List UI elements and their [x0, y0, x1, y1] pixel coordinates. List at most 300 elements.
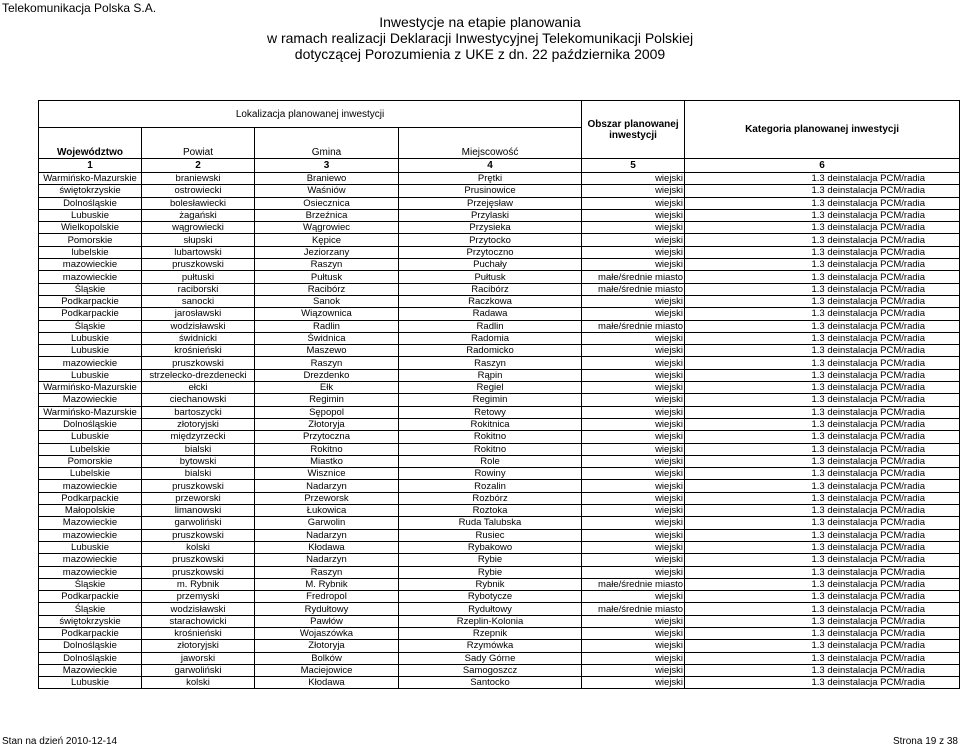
cell-powiat: bartoszycki [142, 406, 255, 418]
cell-miejscowosc: Przytoczno [399, 246, 582, 258]
table-row [39, 357, 960, 369]
cell-wojewodztwo: mazowieckie [39, 271, 142, 283]
cell-kategoria: 1.3 deinstalacja PCM/radia [685, 271, 960, 283]
cell-miejscowosc: Radomia [399, 332, 582, 344]
cell-miejscowosc: Przejęsław [399, 197, 582, 209]
table-row [39, 443, 960, 455]
cell-powiat: starachowicki [142, 615, 255, 627]
page-title [0, 14, 960, 62]
cell-obszar: wiejski [582, 627, 685, 639]
cell-wojewodztwo: Lubuskie [39, 541, 142, 553]
cell-powiat: przemyski [142, 591, 255, 603]
table-row [39, 627, 960, 639]
cell-obszar: wiejski [582, 394, 685, 406]
cell-miejscowosc: Rokitno [399, 431, 582, 443]
cell-obszar: wiejski [582, 382, 685, 394]
cell-kategoria: 1.3 deinstalacja PCM/radia [685, 443, 960, 455]
cell-obszar: wiejski [582, 664, 685, 676]
cell-gmina: Radlin [255, 320, 399, 332]
cell-miejscowosc: Rusiec [399, 529, 582, 541]
cell-obszar: wiejski [582, 652, 685, 664]
cell-powiat: pruszkowski [142, 554, 255, 566]
cell-gmina: Nadarzyn [255, 554, 399, 566]
cell-wojewodztwo: Warmińsko-Mazurskie [39, 382, 142, 394]
cell-wojewodztwo: Lubuskie [39, 369, 142, 381]
cell-gmina: Złotoryja [255, 418, 399, 430]
column-number: 1 [39, 159, 142, 173]
cell-wojewodztwo: świętokrzyskie [39, 185, 142, 197]
cell-obszar: wiejski [582, 443, 685, 455]
cell-miejscowosc: Prusinowice [399, 185, 582, 197]
cell-wojewodztwo: Warmińsko-Mazurskie [39, 406, 142, 418]
cell-miejscowosc: Puchały [399, 259, 582, 271]
table-row [39, 566, 960, 578]
cell-kategoria: 1.3 deinstalacja PCM/radia [685, 492, 960, 504]
cell-powiat: żagański [142, 209, 255, 221]
cell-wojewodztwo: lubelskie [39, 246, 142, 258]
cell-wojewodztwo: Dolnośląskie [39, 640, 142, 652]
header-kategoria: Kategoria planowanej inwestycji [685, 101, 960, 159]
cell-wojewodztwo: Śląskie [39, 320, 142, 332]
cell-kategoria: 1.3 deinstalacja PCM/radia [685, 173, 960, 185]
cell-wojewodztwo: Śląskie [39, 283, 142, 295]
cell-gmina: Wisznice [255, 468, 399, 480]
cell-wojewodztwo: mazowieckie [39, 554, 142, 566]
cell-kategoria: 1.3 deinstalacja PCM/radia [685, 197, 960, 209]
cell-powiat: kolski [142, 541, 255, 553]
cell-kategoria: 1.3 deinstalacja PCM/radia [685, 455, 960, 467]
cell-wojewodztwo: mazowieckie [39, 357, 142, 369]
cell-miejscowosc: Sady Górne [399, 652, 582, 664]
cell-obszar: wiejski [582, 492, 685, 504]
cell-obszar: małe/średnie miasto [582, 578, 685, 590]
cell-miejscowosc: Rozalin [399, 480, 582, 492]
cell-powiat: wodzisławski [142, 603, 255, 615]
table-row [39, 382, 960, 394]
cell-miejscowosc: Raszyn [399, 357, 582, 369]
cell-obszar: wiejski [582, 234, 685, 246]
table-row [39, 246, 960, 258]
cell-wojewodztwo: mazowieckie [39, 566, 142, 578]
header-obszar: Obszar planowanej inwestycji [582, 101, 685, 159]
cell-powiat: garwoliński [142, 517, 255, 529]
cell-obszar: wiejski [582, 468, 685, 480]
cell-wojewodztwo: świętokrzyskie [39, 615, 142, 627]
title-line-3: dotyczącej Porozumienia z UKE z dn. 22 października 2009 [294, 46, 666, 62]
cell-miejscowosc: Przytocko [399, 234, 582, 246]
cell-obszar: wiejski [582, 345, 685, 357]
table-body [39, 173, 960, 689]
cell-kategoria: 1.3 deinstalacja PCM/radia [685, 320, 960, 332]
cell-miejscowosc: Rzepnik [399, 627, 582, 639]
cell-wojewodztwo: Mazowieckie [39, 517, 142, 529]
cell-miejscowosc: Rzeplin-Kolonia [399, 615, 582, 627]
cell-powiat: pruszkowski [142, 566, 255, 578]
cell-obszar: wiejski [582, 431, 685, 443]
cell-obszar: wiejski [582, 197, 685, 209]
cell-gmina: Waśniów [255, 185, 399, 197]
cell-obszar: wiejski [582, 259, 685, 271]
cell-kategoria: 1.3 deinstalacja PCM/radia [685, 308, 960, 320]
cell-gmina: Wągrowiec [255, 222, 399, 234]
cell-powiat: wągrowiecki [142, 222, 255, 234]
cell-miejscowosc: Rokitnica [399, 418, 582, 430]
cell-miejscowosc: Radawa [399, 308, 582, 320]
cell-powiat: ełcki [142, 382, 255, 394]
cell-miejscowosc: Rowiny [399, 468, 582, 480]
cell-miejscowosc: Racibórz [399, 283, 582, 295]
cell-wojewodztwo: Dolnośląskie [39, 197, 142, 209]
cell-wojewodztwo: Lubuskie [39, 345, 142, 357]
cell-powiat: limanowski [142, 505, 255, 517]
cell-gmina: Jeziorzany [255, 246, 399, 258]
cell-wojewodztwo: Dolnośląskie [39, 418, 142, 430]
header-wojewodztwo: Województwo [39, 128, 142, 159]
cell-obszar: wiejski [582, 222, 685, 234]
cell-kategoria: 1.3 deinstalacja PCM/radia [685, 517, 960, 529]
cell-kategoria: 1.3 deinstalacja PCM/radia [685, 554, 960, 566]
table-row [39, 345, 960, 357]
table-row [39, 664, 960, 676]
cell-wojewodztwo: Lubuskie [39, 677, 142, 689]
cell-kategoria: 1.3 deinstalacja PCM/radia [685, 640, 960, 652]
cell-miejscowosc: Radlin [399, 320, 582, 332]
cell-obszar: wiejski [582, 505, 685, 517]
cell-miejscowosc: Przysieka [399, 222, 582, 234]
cell-kategoria: 1.3 deinstalacja PCM/radia [685, 578, 960, 590]
cell-gmina: Przytoczna [255, 431, 399, 443]
cell-miejscowosc: Retowy [399, 406, 582, 418]
cell-gmina: Braniewo [255, 173, 399, 185]
cell-powiat: wodzisławski [142, 320, 255, 332]
cell-powiat: sanocki [142, 295, 255, 307]
cell-kategoria: 1.3 deinstalacja PCM/radia [685, 591, 960, 603]
cell-miejscowosc: Rybotycze [399, 591, 582, 603]
table-row [39, 332, 960, 344]
cell-gmina: Osiecznica [255, 197, 399, 209]
table-row [39, 394, 960, 406]
table-row [39, 271, 960, 283]
table-row [39, 480, 960, 492]
cell-gmina: Kłodawa [255, 541, 399, 553]
cell-gmina: Bolków [255, 652, 399, 664]
cell-kategoria: 1.3 deinstalacja PCM/radia [685, 209, 960, 221]
cell-obszar: małe/średnie miasto [582, 320, 685, 332]
cell-obszar: wiejski [582, 615, 685, 627]
cell-wojewodztwo: Podkarpackie [39, 492, 142, 504]
cell-powiat: krośnieński [142, 345, 255, 357]
cell-kategoria: 1.3 deinstalacja PCM/radia [685, 406, 960, 418]
cell-obszar: wiejski [582, 554, 685, 566]
footer-date: Stan na dzień 2010-12-14 [2, 736, 118, 747]
cell-gmina: Maciejowice [255, 664, 399, 676]
cell-kategoria: 1.3 deinstalacja PCM/radia [685, 652, 960, 664]
cell-miejscowosc: Rybie [399, 566, 582, 578]
cell-kategoria: 1.3 deinstalacja PCM/radia [685, 505, 960, 517]
cell-wojewodztwo: mazowieckie [39, 259, 142, 271]
cell-powiat: m. Rybnik [142, 578, 255, 590]
table-row [39, 295, 960, 307]
cell-gmina: Kłodawa [255, 677, 399, 689]
cell-miejscowosc: Radomicko [399, 345, 582, 357]
cell-gmina: Wiązownica [255, 308, 399, 320]
cell-wojewodztwo: Dolnośląskie [39, 652, 142, 664]
cell-powiat: międzyrzecki [142, 431, 255, 443]
cell-obszar: wiejski [582, 677, 685, 689]
table-row [39, 406, 960, 418]
cell-powiat: raciborski [142, 283, 255, 295]
cell-gmina: Nadarzyn [255, 480, 399, 492]
table-row [39, 591, 960, 603]
cell-miejscowosc: Santocko [399, 677, 582, 689]
cell-miejscowosc: Rydułtowy [399, 603, 582, 615]
cell-powiat: jarosławski [142, 308, 255, 320]
cell-powiat: bialski [142, 468, 255, 480]
cell-obszar: małe/średnie miasto [582, 603, 685, 615]
cell-miejscowosc: Raczkowa [399, 295, 582, 307]
table-row [39, 259, 960, 271]
cell-gmina: Garwolin [255, 517, 399, 529]
cell-gmina: Fredropol [255, 591, 399, 603]
cell-obszar: wiejski [582, 185, 685, 197]
cell-powiat: pruszkowski [142, 480, 255, 492]
cell-miejscowosc: Regiel [399, 382, 582, 394]
column-number: 2 [142, 159, 255, 173]
cell-kategoria: 1.3 deinstalacja PCM/radia [685, 246, 960, 258]
cell-obszar: wiejski [582, 357, 685, 369]
cell-gmina: Sanok [255, 295, 399, 307]
cell-wojewodztwo: Śląskie [39, 578, 142, 590]
title-line-1: Inwestycje na etapie planowania [379, 14, 581, 30]
cell-kategoria: 1.3 deinstalacja PCM/radia [685, 615, 960, 627]
table-row [39, 517, 960, 529]
cell-powiat: przeworski [142, 492, 255, 504]
table-row [39, 578, 960, 590]
header-miejscowosc: Miejscowość [399, 128, 582, 159]
cell-powiat: pułtuski [142, 271, 255, 283]
cell-gmina: Sępopol [255, 406, 399, 418]
cell-powiat: kolski [142, 677, 255, 689]
cell-wojewodztwo: Mazowieckie [39, 664, 142, 676]
cell-wojewodztwo: Podkarpackie [39, 308, 142, 320]
cell-wojewodztwo: Lubuskie [39, 431, 142, 443]
table-row [39, 554, 960, 566]
cell-powiat: braniewski [142, 173, 255, 185]
table-row [39, 468, 960, 480]
cell-kategoria: 1.3 deinstalacja PCM/radia [685, 566, 960, 578]
cell-kategoria: 1.3 deinstalacja PCM/radia [685, 283, 960, 295]
title-line-2: w ramach realizacji Deklaracji Inwestycyjnej Telekomunikacji Polskiej [266, 30, 694, 46]
table-row [39, 320, 960, 332]
cell-gmina: Raszyn [255, 566, 399, 578]
cell-kategoria: 1.3 deinstalacja PCM/radia [685, 234, 960, 246]
cell-wojewodztwo: mazowieckie [39, 529, 142, 541]
column-number: 3 [255, 159, 399, 173]
table-row [39, 369, 960, 381]
cell-obszar: wiejski [582, 529, 685, 541]
cell-powiat: złotoryjski [142, 418, 255, 430]
cell-kategoria: 1.3 deinstalacja PCM/radia [685, 332, 960, 344]
cell-gmina: Świdnica [255, 332, 399, 344]
cell-gmina: M. Rybnik [255, 578, 399, 590]
cell-gmina: Przeworsk [255, 492, 399, 504]
cell-miejscowosc: Prętki [399, 173, 582, 185]
cell-powiat: złotoryjski [142, 640, 255, 652]
cell-kategoria: 1.3 deinstalacja PCM/radia [685, 185, 960, 197]
table-row [39, 185, 960, 197]
cell-wojewodztwo: Mazowieckie [39, 394, 142, 406]
cell-powiat: ostrowiecki [142, 185, 255, 197]
column-number: 4 [399, 159, 582, 173]
cell-obszar: wiejski [582, 246, 685, 258]
table-row [39, 197, 960, 209]
cell-miejscowosc: Ruda Talubska [399, 517, 582, 529]
cell-miejscowosc: Rybakowo [399, 541, 582, 553]
cell-gmina: Racibórz [255, 283, 399, 295]
header-powiat: Powiat [142, 128, 255, 159]
cell-wojewodztwo: Pomorskie [39, 455, 142, 467]
cell-kategoria: 1.3 deinstalacja PCM/radia [685, 222, 960, 234]
cell-kategoria: 1.3 deinstalacja PCM/radia [685, 382, 960, 394]
cell-powiat: garwoliński [142, 664, 255, 676]
cell-wojewodztwo: Warmińsko-Mazurskie [39, 173, 142, 185]
cell-miejscowosc: Pułtusk [399, 271, 582, 283]
cell-kategoria: 1.3 deinstalacja PCM/radia [685, 468, 960, 480]
cell-gmina: Raszyn [255, 259, 399, 271]
cell-wojewodztwo: Podkarpackie [39, 591, 142, 603]
cell-wojewodztwo: Lubelskie [39, 468, 142, 480]
cell-miejscowosc: Rąpin [399, 369, 582, 381]
cell-powiat: bytowski [142, 455, 255, 467]
cell-wojewodztwo: Lubuskie [39, 332, 142, 344]
header-location-group: Lokalizacja planowanej inwestycji [39, 101, 582, 128]
cell-kategoria: 1.3 deinstalacja PCM/radia [685, 369, 960, 381]
cell-wojewodztwo: Lubuskie [39, 209, 142, 221]
table-row [39, 418, 960, 430]
table-row [39, 283, 960, 295]
cell-kategoria: 1.3 deinstalacja PCM/radia [685, 480, 960, 492]
column-number: 6 [685, 159, 960, 173]
cell-powiat: słupski [142, 234, 255, 246]
cell-powiat: ciechanowski [142, 394, 255, 406]
table-row [39, 431, 960, 443]
cell-kategoria: 1.3 deinstalacja PCM/radia [685, 357, 960, 369]
cell-miejscowosc: Regimin [399, 394, 582, 406]
cell-powiat: krośnieński [142, 627, 255, 639]
cell-miejscowosc: Rozbórz [399, 492, 582, 504]
cell-kategoria: 1.3 deinstalacja PCM/radia [685, 394, 960, 406]
cell-miejscowosc: Rzymówka [399, 640, 582, 652]
table-row [39, 677, 960, 689]
cell-gmina: Miastko [255, 455, 399, 467]
cell-obszar: wiejski [582, 455, 685, 467]
cell-wojewodztwo: Małopolskie [39, 505, 142, 517]
cell-powiat: strzelecko-drezdenecki [142, 369, 255, 381]
cell-wojewodztwo: Podkarpackie [39, 627, 142, 639]
cell-kategoria: 1.3 deinstalacja PCM/radia [685, 259, 960, 271]
cell-wojewodztwo: Pomorskie [39, 234, 142, 246]
cell-powiat: jaworski [142, 652, 255, 664]
table-row [39, 455, 960, 467]
column-number: 5 [582, 159, 685, 173]
cell-obszar: wiejski [582, 480, 685, 492]
cell-powiat: pruszkowski [142, 529, 255, 541]
investments-table [38, 100, 960, 689]
cell-gmina: Łukowica [255, 505, 399, 517]
cell-gmina: Nadarzyn [255, 529, 399, 541]
cell-gmina: Brzeźnica [255, 209, 399, 221]
cell-gmina: Raszyn [255, 357, 399, 369]
cell-obszar: wiejski [582, 308, 685, 320]
cell-obszar: wiejski [582, 369, 685, 381]
cell-gmina: Kępice [255, 234, 399, 246]
cell-kategoria: 1.3 deinstalacja PCM/radia [685, 295, 960, 307]
cell-powiat: lubartowski [142, 246, 255, 258]
cell-kategoria: 1.3 deinstalacja PCM/radia [685, 664, 960, 676]
cell-obszar: wiejski [582, 406, 685, 418]
table-row [39, 308, 960, 320]
cell-miejscowosc: Rybie [399, 554, 582, 566]
cell-kategoria: 1.3 deinstalacja PCM/radia [685, 677, 960, 689]
cell-obszar: wiejski [582, 173, 685, 185]
cell-powiat: pruszkowski [142, 259, 255, 271]
cell-gmina: Pawłów [255, 615, 399, 627]
cell-miejscowosc: Rokitno [399, 443, 582, 455]
cell-obszar: małe/średnie miasto [582, 271, 685, 283]
table-row [39, 615, 960, 627]
company-name: Telekomunikacja Polska S.A. [2, 1, 157, 15]
cell-gmina: Pułtusk [255, 271, 399, 283]
cell-kategoria: 1.3 deinstalacja PCM/radia [685, 529, 960, 541]
cell-gmina: Drezdenko [255, 369, 399, 381]
cell-kategoria: 1.3 deinstalacja PCM/radia [685, 627, 960, 639]
cell-powiat: bialski [142, 443, 255, 455]
cell-gmina: Maszewo [255, 345, 399, 357]
table-row [39, 222, 960, 234]
cell-obszar: wiejski [582, 209, 685, 221]
cell-gmina: Regimin [255, 394, 399, 406]
table-row [39, 234, 960, 246]
table-row [39, 529, 960, 541]
cell-gmina: Złotoryja [255, 640, 399, 652]
footer-page-number: Strona 19 z 38 [892, 736, 958, 747]
table-row [39, 541, 960, 553]
cell-miejscowosc: Samogoszcz [399, 664, 582, 676]
cell-obszar: wiejski [582, 295, 685, 307]
cell-obszar: wiejski [582, 418, 685, 430]
cell-powiat: świdnicki [142, 332, 255, 344]
cell-obszar: wiejski [582, 517, 685, 529]
cell-miejscowosc: Przylaski [399, 209, 582, 221]
cell-miejscowosc: Role [399, 455, 582, 467]
cell-kategoria: 1.3 deinstalacja PCM/radia [685, 541, 960, 553]
cell-obszar: wiejski [582, 541, 685, 553]
cell-wojewodztwo: Lubelskie [39, 443, 142, 455]
table-row [39, 173, 960, 185]
cell-obszar: wiejski [582, 566, 685, 578]
cell-powiat: bolesławiecki [142, 197, 255, 209]
header-gmina: Gmina [255, 128, 399, 159]
cell-obszar: wiejski [582, 640, 685, 652]
cell-kategoria: 1.3 deinstalacja PCM/radia [685, 418, 960, 430]
cell-miejscowosc: Roztoka [399, 505, 582, 517]
cell-wojewodztwo: mazowieckie [39, 480, 142, 492]
cell-kategoria: 1.3 deinstalacja PCM/radia [685, 431, 960, 443]
cell-wojewodztwo: Wielkopolskie [39, 222, 142, 234]
cell-kategoria: 1.3 deinstalacja PCM/radia [685, 345, 960, 357]
cell-gmina: Rokitno [255, 443, 399, 455]
table-row [39, 652, 960, 664]
